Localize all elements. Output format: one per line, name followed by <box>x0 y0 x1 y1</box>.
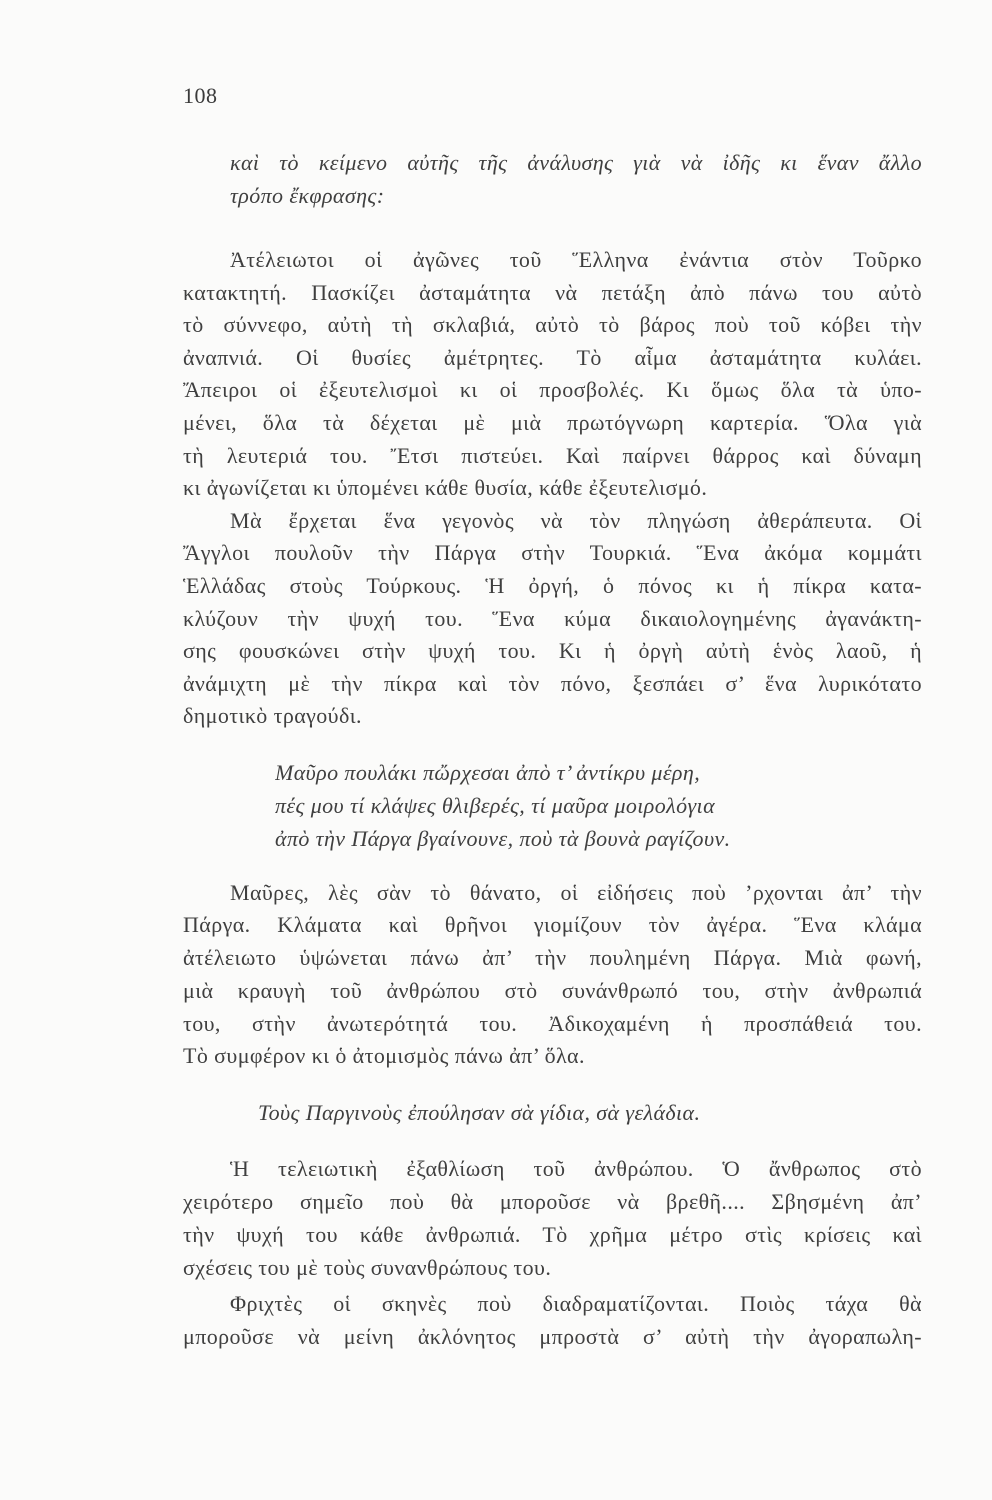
paragraph-1 <box>183 244 922 505</box>
paragraph-2 <box>183 505 922 733</box>
paragraph-line: Ἡ τελειωτικὴ ἐξαθλίωση τοῦ ἀνθρώπου. Ὁ ἄνθρωπος στὸ <box>230 1155 922 1181</box>
paragraph-line: Ἄπειροι οἱ ἐξευτελισμοὶ κι οἱ προσβολές. Κι ὅμως ὅλα τὰ ὑπο- <box>183 377 922 403</box>
verse-quote-1 <box>275 756 895 855</box>
paragraph-line: Ἑλλάδας στοὺς Τούρκους. Ἡ ὀργή, ὁ πόνος κι ἡ πίκρα κατα- <box>183 572 922 598</box>
paragraph-line: τὴν ψυχή του κάθε ἀνθρωπιά. Τὸ χρῆμα μέτρο στὶς κρίσεις καὶ <box>183 1221 922 1247</box>
paragraph-line: Ἄγγλοι πουλοῦν τὴν Πάργα στὴν Τουρκιά. Ἕνα ἀκόμα κομμάτι <box>183 540 922 566</box>
paragraph-line: μιὰ κραυγὴ τοῦ ἀνθρώπου στὸ συνάνθρωπό του, στὴν ἀνθρωπιά <box>183 977 922 1003</box>
verse-line: Τοὺς Παργινοὺς ἐπούλησαν σὰ γίδια, σὰ γελάδια. <box>258 1099 701 1125</box>
paragraph-line: Μαῦρες, λὲς σὰν τὸ θάνατο, οἱ εἰδήσεις ποὺ ’ρχονται ἀπ’ τὴν <box>230 879 922 905</box>
paragraph-line: τὴ λευτεριά του. Ἔτσι πιστεύει. Καὶ παίρνει θάρρος καὶ δύναμη <box>183 442 922 468</box>
paragraph-line: τὸ σύννεφο, αὐτὴ τὴ σκλαβιά, αὐτὸ τὸ βάρος ποὺ τοῦ κόβει τὴν <box>183 312 922 338</box>
paragraph-line: του, στὴν ἀνωτερότητά του. Ἀδικοχαμένη ἡ προσπάθειά του. <box>183 1010 922 1036</box>
page-number: 108 <box>183 83 218 108</box>
paragraph-line: μένει, ὅλα τὰ δέχεται μὲ μιὰ πρωτόγνωρη καρτερία. Ὅλα γιὰ <box>183 409 922 435</box>
paragraph-line: Τὸ συμφέρον κι ὁ ἀτομισμὸς πάνω ἀπ’ ὅλα. <box>183 1043 585 1069</box>
verse-line: ἀπὸ τὴν Πάργα βγαίνουνε, ποὺ τὰ βουνὰ ραγίζουν. <box>275 825 731 851</box>
paragraph-line: σης φουσκώνει στὴν ψυχή του. Κι ἡ ὀργὴ αὐτὴ ἑνὸς λαοῦ, ἡ <box>183 638 922 664</box>
intro-text <box>230 146 922 212</box>
paragraph-5 <box>183 1287 922 1353</box>
paragraph-line: κι ἀγωνίζεται κι ὑπομένει κάθε θυσία, κάθε ἐξευτελισμό. <box>183 475 708 501</box>
verse-quote-2 <box>258 1096 898 1129</box>
paragraph-line: κατακτητή. Πασκίζει ἀσταμάτητα νὰ πετάξη ἀπὸ πάνω του αὐτὸ <box>183 279 922 305</box>
paragraph-line: χειρότερο σημεῖο ποὺ θὰ μποροῦσε νὰ βρεθῆ.... Σβησμένη ἀπ’ <box>183 1188 922 1214</box>
intro-line: καὶ τὸ κείμενο αὐτῆς τῆς ἀνάλυσης γιὰ νὰ ἰδῆς κι ἕναν ἄλλο <box>230 149 922 175</box>
body-text-section-1 <box>183 244 922 733</box>
paragraph-line: ἀναπνιά. Οἱ θυσίες ἀμέτρητες. Τὸ αἷμα ἀσταμάτητα κυλάει. <box>183 344 922 370</box>
verse-line: Μαῦρο πουλάκι πὤρχεσαι ἀπὸ τ’ ἀντίκρυ μέρη, <box>275 759 701 785</box>
paragraph-line: Φριχτὲς οἱ σκηνὲς ποὺ διαδραματίζονται. Ποιὸς τάχα θὰ <box>230 1290 922 1316</box>
intro-line: τρόπο ἔκφρασης: <box>230 182 385 208</box>
paragraph-line: ἀτέλειωτο ὑψώνεται πάνω ἀπ’ τὴν πουλημένη Πάργα. Μιὰ φωνή, <box>183 945 922 971</box>
paragraph-4 <box>183 1152 922 1284</box>
paragraph-line: Ἀτέλειωτοι οἱ ἀγῶνες τοῦ Ἕλληνα ἐνάντια στὸν Τοῦρκο <box>230 247 922 272</box>
paragraph-line: Πάργα. Κλάματα καὶ θρῆνοι γιομίζουν τὸν ἀγέρα. Ἕνα κλάμα <box>183 912 922 938</box>
paragraph-line: κλύζουν τὴν ψυχή του. Ἕνα κύμα δικαιολογημένης ἀγανάκτη- <box>183 605 922 631</box>
paragraph-line: δημοτικὸ τραγούδι. <box>183 703 362 729</box>
paragraph-3 <box>183 877 922 1074</box>
verse-line: πές μου τί κλάψες θλιβερές, τί μαῦρα μοιρολόγια <box>275 792 716 818</box>
paragraph-line: Μὰ ἔρχεται ἕνα γεγονὸς νὰ τὸν πληγώση ἀθεράπευτα. Οἱ <box>230 507 922 533</box>
paragraph-line: ἀνάμιχτη μὲ τὴν πίκρα καὶ τὸν πόνο, ξεσπάει σ’ ἕνα λυρικότατο <box>183 670 922 696</box>
paragraph-line: μποροῦσε νὰ μείνη ἀκλόνητος μπροστὰ σ’ αὐτὴ τὴν ἀγοραπωλη- <box>183 1323 922 1349</box>
paragraph-line: σχέσεις του μὲ τοὺς συνανθρώπους του. <box>183 1254 552 1280</box>
